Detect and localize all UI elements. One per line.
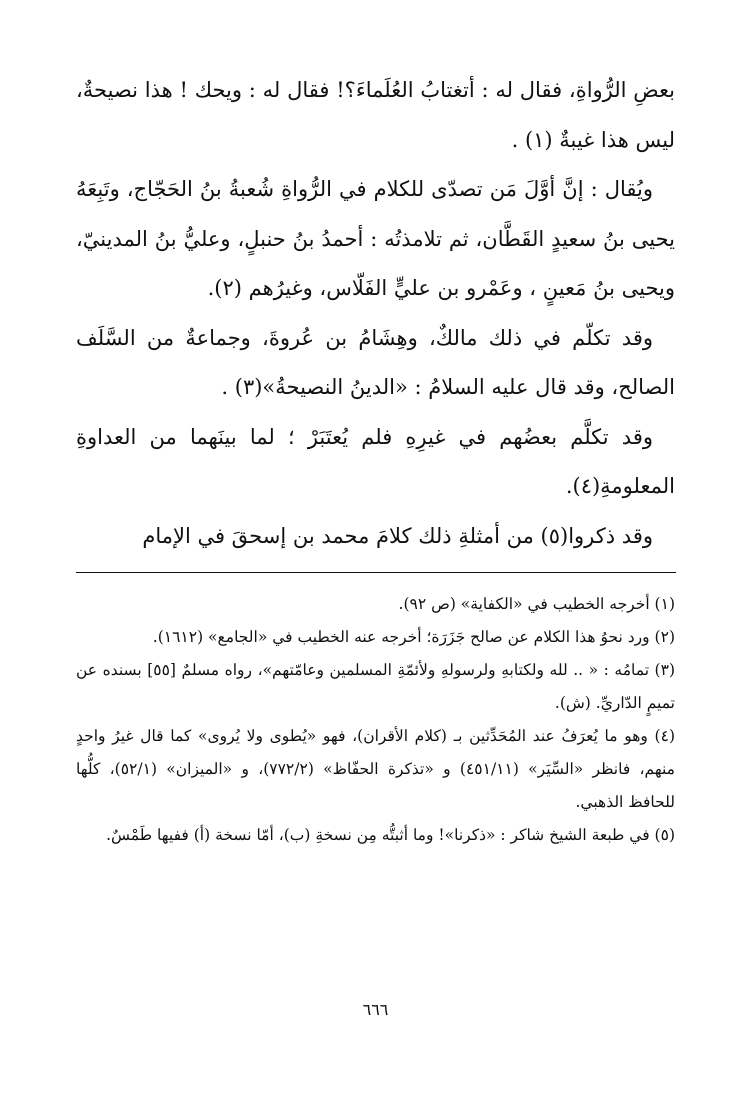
main-paragraph: وقد تكلّم في ذلك مالكٌ، وهِشَامُ بن عُروةَ، وجماعةٌ من السَّلَف الصالح، وقد قال عليه السلامُ : «الدينُ النصيحةُ»(٣) . [76, 325, 675, 399]
main-paragraph: وقد تكلَّم بعضُهم في غيرِهِ فلم يُعتَبَرْ ؛ لما بينَهما من العداوةِ المعلومةِ(٤). [76, 424, 675, 498]
footnotes-section [76, 588, 675, 852]
footnote: (٤) وهو ما يُعرَفُ عند المُحَدِّثين بـ (كلام الأقران)، فهو «يُطوى ولا يُروى» كما قال غيرُ واحدٍ منهم، فانظر «السِّيَر» (٤٥١/١١) و «تذكرة الحفّاظ» (٧٧٢/٢)، و «الميزان» (٥٢/١)، كلُّها للحافظ الذهبي. [76, 727, 675, 811]
main-paragraph: ويُقال : إنَّ أوَّلَ مَن تصدّى للكلام في الرُّواةِ شُعبةُ بنُ الحَجّاج، وتَبِعَهُ يحيى بنُ سعيدٍ القَطَّان، ثم تلامذتُه : أحمدُ بنُ حنبلٍ، وعليُّ بنُ المدينيّ، ويحيى بنُ مَعينٍ ، وعَمْرو بن عليٍّ الفَلّاس، وغيرُهم (٢). [76, 177, 675, 300]
footnote: (١) أخرجه الخطيب في «الكفاية» (ص ٩٢). [398, 595, 675, 613]
footnote: (٣) تمامُه : « .. لله ولكتابهِ ولرسولهِ ولأئمّةِ المسلمين وعامّتهم»، رواه مسلمٌ [٥٥] بسنده عن تميمٍ الدّاريِّ. (ش). [76, 661, 675, 712]
page-number: ٦٦٦ [362, 1000, 389, 1019]
main-paragraph: بعضِ الرُّواةِ، فقال له : أتغتابُ العُلَماءَ؟! فقال له : ويحك ! هذا نصيحةٌ، ليس هذا غيبةٌ (١) . [76, 78, 675, 152]
footnote: (٢) ورد نحوُ هذا الكلام عن صالح جَزَرَة؛ أخرجه عنه الخطيب في «الجامع» (١٦١٢). [152, 628, 675, 646]
footnote: (٥) في طبعة الشيخ شاكر : «ذكرنا»! وما أثبتُّه مِن نسخةِ (ب)، أمّا نسخة (أ) ففيها طَمْسٌ. [106, 826, 675, 844]
main-paragraph: وقد ذكروا(٥) من أمثلةِ ذلك كلامَ محمد بن إسحقَ في الإمام [142, 523, 653, 548]
main-text-body [76, 66, 675, 561]
footnote-separator [76, 572, 676, 573]
